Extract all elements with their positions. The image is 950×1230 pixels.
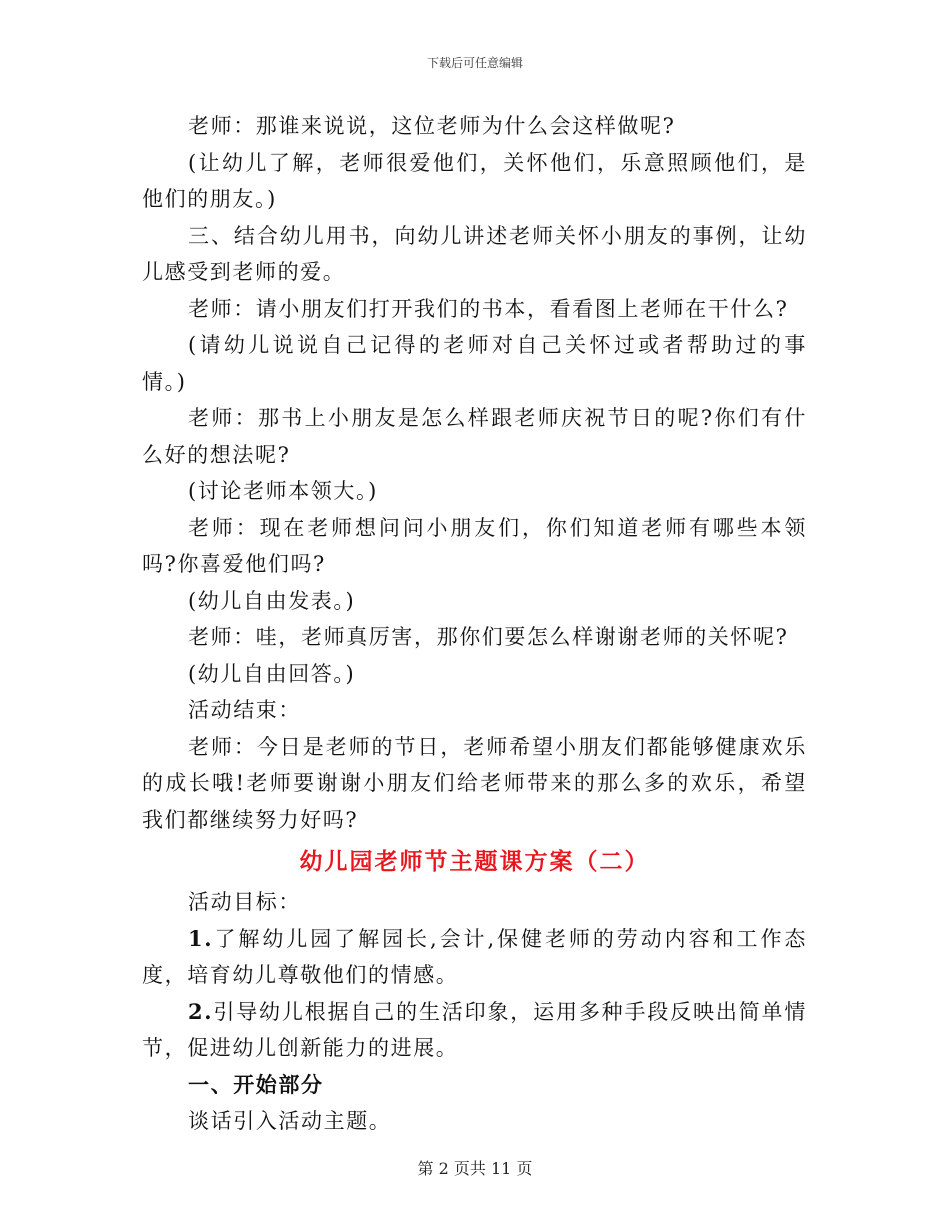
paragraph: 谈话引入活动主题。 (188, 1109, 392, 1133)
paragraph: (讨论老师本领大。) (188, 479, 378, 503)
subsection-heading: 一、开始部分 (188, 1071, 324, 1097)
paragraph: (让幼儿了解，老师很爱他们，关怀他们，乐意照顾他们，是他们的朋友。) (142, 150, 807, 211)
paragraph: 老师：那书上小朋友是怎么样跟老师庆祝节日的呢?你们有什么好的想法呢? (142, 406, 807, 467)
paragraph: 活动目标： (188, 890, 301, 914)
paragraph: 老师：现在老师想问问小朋友们，你们知道老师有哪些本领吗?你喜爱他们吗? (142, 515, 807, 576)
list-number: 1. (188, 925, 214, 951)
numbered-paragraph (142, 921, 807, 994)
paragraph: 老师：哇，老师真厉害，那你们要怎么样谢谢老师的关怀呢? (188, 625, 789, 649)
paragraph: 老师：那谁来说说，这位老师为什么会这样做呢? (188, 114, 676, 138)
paragraph: 老师：请小朋友们打开我们的书本，看看图上老师在干什么? (188, 296, 789, 321)
paragraph: 老师：今日是老师的节日，老师希望小朋友们都能够健康欢乐的成长哦!老师要谢谢小朋友们给老师带来的那么多的欢乐，希望我们都继续努力好吗? (142, 734, 807, 832)
paragraph: (请幼儿说说自己记得的老师对自己关怀过或者帮助过的事情。) (142, 333, 807, 394)
document-body (142, 108, 807, 1140)
list-number: 2. (188, 998, 214, 1024)
page-header: 下载后可任意编辑 (426, 56, 523, 70)
paragraph: 三、结合幼儿用书，向幼儿讲述老师关怀小朋友的事例，让幼儿感受到老师的爱。 (142, 223, 807, 284)
numbered-paragraph (142, 994, 807, 1067)
paragraph: (幼儿自由回答。) (188, 661, 356, 686)
section-heading: 幼儿园老师节主题课方案（二） (299, 848, 650, 875)
paragraph: 活动结束： (188, 698, 301, 722)
paragraph-text: 了解幼儿园了解园长,会计,保健老师的劳动内容和工作态度，培育幼儿尊敬他们的情感。 (142, 926, 807, 987)
page-footer: 第 2 页共 11 页 (417, 1159, 533, 1178)
paragraph: (幼儿自由发表。) (188, 588, 356, 613)
paragraph-text: 引导幼儿根据自己的生活印象，运用多种手段反映出简单情节，促进幼儿创新能力的进展。 (142, 999, 807, 1060)
